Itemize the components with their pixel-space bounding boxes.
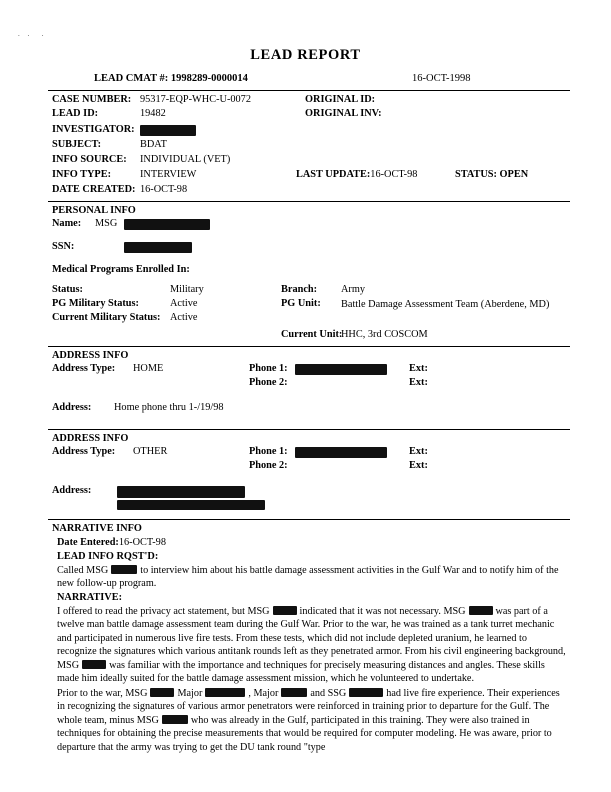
- medical-programs-label-text: Medical Programs Enrolled In:: [52, 264, 190, 275]
- current-unit-value: HHC, 3rd COSCOM: [341, 329, 428, 340]
- address-home-type-label-text: Address Type:: [52, 363, 116, 374]
- name-value: MSG: [95, 218, 118, 229]
- redaction-inline-4: [82, 660, 106, 669]
- case-number-value: 95317-EQP-WHC-U-0072: [140, 94, 251, 105]
- medical-programs-label: [52, 264, 190, 275]
- investigator-label: [52, 124, 135, 135]
- address-other-ext1-label-text: Ext:: [409, 446, 428, 457]
- pg-unit-label-text: PG Unit:: [281, 298, 321, 309]
- lead-info-paragraph: [57, 564, 569, 591]
- address-home-ext2-label-text: Ext:: [409, 377, 428, 388]
- address-home-type-label: [52, 363, 115, 374]
- info-type-label-text: INFO TYPE:: [52, 169, 112, 180]
- divider-personal-top: [48, 201, 570, 202]
- branch-value: Army: [341, 284, 366, 295]
- redaction-inline-3: [469, 606, 493, 615]
- subject-label: [52, 139, 101, 150]
- lead-id-label: [52, 108, 98, 119]
- date-created-label: [52, 184, 135, 195]
- address-home-type-value: HOME: [133, 363, 164, 374]
- lead-info-rqstd-label-text: LEAD INFO RQST'D:: [57, 551, 159, 562]
- status-military-label-text: Status:: [52, 284, 83, 295]
- lead-cmat-line: [94, 73, 248, 84]
- current-unit-label: [281, 329, 342, 340]
- scan-artifact-dots: . . .: [18, 30, 47, 38]
- lead-id-label-text: LEAD ID:: [52, 108, 99, 119]
- case-number-label: CASE NUMBER:: [52, 94, 132, 105]
- original-inv-label-text: ORIGINAL INV:: [305, 108, 382, 119]
- branch-label-text: Branch:: [281, 284, 318, 295]
- page-title: LEAD REPORT: [250, 47, 361, 63]
- redaction-inline-9: [162, 715, 188, 724]
- original-id-label-text: ORIGINAL ID:: [305, 94, 376, 105]
- address-other-ext2-label: [409, 460, 428, 471]
- info-source-value: INDIVIDUAL (VET): [140, 154, 231, 165]
- address-home-ext1-label-text: Ext:: [409, 363, 428, 374]
- lead-info-rqstd-label: [57, 551, 158, 562]
- address-home-address-label: [52, 402, 91, 413]
- ssn-label: [52, 241, 74, 252]
- date-entered-label: Date Entered:: [57, 537, 119, 548]
- address-other-address-label-text: Address:: [52, 485, 92, 496]
- current-military-status-label-text: Current Military Status:: [52, 312, 161, 323]
- divider-address-other-top: [48, 429, 570, 430]
- lead-id-value: 19482: [140, 108, 166, 119]
- pg-unit-label: [281, 298, 321, 309]
- current-military-status-label: [52, 312, 160, 323]
- address-other-address-label: [52, 485, 91, 496]
- redaction-inline-6: [205, 688, 245, 697]
- para2-text-a: Prior to the war, MSG: [57, 688, 148, 699]
- redaction-other-address-line2: [117, 500, 265, 510]
- subject-label-text: SUBJECT:: [52, 139, 102, 150]
- redaction-ssn: [124, 242, 192, 253]
- status-military-value: Military: [170, 284, 204, 295]
- narrative-label-text: NARRATIVE:: [57, 592, 123, 603]
- address-other-phone2-label-text: Phone 2:: [249, 460, 288, 471]
- last-update-value: 16-OCT-98: [370, 169, 418, 180]
- address-other-phone1-label-text: Phone 1:: [249, 446, 288, 457]
- address-home-address-value: Home phone thru 1-/19/98: [114, 402, 224, 413]
- info-source-label: [52, 154, 127, 165]
- name-label-text: Name:: [52, 218, 82, 229]
- date-entered-value: 16-OCT-98: [118, 537, 166, 548]
- redaction-name: [124, 219, 210, 230]
- lead-cmat-label: LEAD CMAT #:: [94, 73, 169, 84]
- pg-military-status-label: [52, 298, 139, 309]
- redaction-other-phone1: [295, 447, 387, 458]
- para1-text-d: was familiar with the importance and techniques for precisely measuring distances and angles. These skills made him ideally suited for the battle damage assessment mission, which he volunteered to undertake.: [57, 659, 545, 685]
- info-type-label: [52, 169, 111, 180]
- status-military-label: [52, 284, 83, 295]
- current-unit-label-text: Current Unit:: [281, 329, 343, 340]
- lead-cmat-value: 1998289-0000014: [170, 73, 248, 84]
- para2-text-d: and SSG: [310, 688, 347, 699]
- investigator-label-text: INVESTIGATOR:: [52, 124, 135, 135]
- current-military-status-value: Active: [170, 312, 198, 323]
- address-home-ext1-label: [409, 363, 428, 374]
- address-home-phone2-label-text: Phone 2:: [249, 377, 288, 388]
- lead-info-text-a: Called MSG: [57, 565, 109, 576]
- original-inv-label: [305, 108, 382, 119]
- para1-text-a: I offered to read the privacy act statement, but MSG: [57, 606, 270, 617]
- case-number-row: [52, 94, 131, 105]
- name-label: [52, 218, 81, 229]
- last-update-row: [296, 169, 417, 180]
- address-other-type-value: OTHER: [133, 446, 168, 457]
- narrative-label: [57, 592, 122, 603]
- redaction-inline-2: [273, 606, 297, 615]
- address-other-phone1-label: [249, 446, 288, 457]
- address-other-ext1-label: [409, 446, 428, 457]
- ssn-label-text: SSN:: [52, 241, 75, 252]
- address-other-ext2-label-text: Ext:: [409, 460, 428, 471]
- status-badge: OPEN: [499, 169, 529, 180]
- pg-military-status-value: Active: [170, 298, 198, 309]
- pg-unit-value: Battle Damage Assessment Team (Aberdene, MD): [341, 299, 550, 310]
- redaction-inline-7: [281, 688, 307, 697]
- subject-value: BDAT: [140, 139, 167, 150]
- address-other-type-label-text: Address Type:: [52, 446, 116, 457]
- status-row: [455, 169, 528, 180]
- para2-text-f: who was already in the Gulf, participated in this training. They were also trained in techniques for obtaining the precise measurements that would be required for computer modeling. He was aware, prior to departure that the army was trying to get the DU tank round "type: [57, 714, 552, 753]
- branch-label: [281, 284, 317, 295]
- para1-text-b: indicated that it was not necessary. MSG: [299, 606, 466, 617]
- address-home-heading: ADDRESS INFO: [52, 350, 129, 361]
- lead-info-text-b: to interview him about his battle damage assessment activities in the Gulf War and to notify him of the new follow-up program.: [57, 565, 559, 590]
- narrative-info-heading: NARRATIVE INFO: [52, 523, 142, 534]
- date-created-label-text: DATE CREATED:: [52, 184, 136, 195]
- info-type-value: INTERVIEW: [140, 169, 197, 180]
- redaction-other-address-line1: [117, 486, 245, 498]
- narrative-paragraph-2: [57, 687, 569, 754]
- divider-case-top: [48, 90, 570, 91]
- personal-info-heading: PERSONAL INFO: [52, 205, 136, 216]
- original-id-label: [305, 94, 375, 105]
- pg-military-status-label-text: PG Military Status:: [52, 298, 139, 309]
- divider-narrative-top: [48, 519, 570, 520]
- report-date: 16-OCT-1998: [412, 73, 471, 84]
- para2-text-e: had live fire experience. Their experiences in recognizing the signatures of various armor penetrators were reinforced in training prior to departure for the Gulf. The whole team, minus MSG: [57, 688, 560, 726]
- redaction-home-phone1: [295, 364, 387, 375]
- address-other-type-label: [52, 446, 115, 457]
- address-home-phone1-label: [249, 363, 288, 374]
- divider-address-home-top: [48, 346, 570, 347]
- redaction-inline-5: [150, 688, 174, 697]
- para1-text-c: was part of a twelve man battle damage assessment team during the Gulf War. Prior to the war, he was trained as a tank turret mechanic and participated in numerous live fire tests. From these tests, which did not include depleted uranium, he learned to recognize the signatures which various antitank rounds left as they penetrated armor. From his civil engineering background, MSG: [57, 606, 566, 671]
- address-home-phone2-label: [249, 377, 288, 388]
- redaction-investigator: [140, 125, 196, 136]
- address-home-address-label-text: Address:: [52, 402, 92, 413]
- date-created-value: 16-OCT-98: [140, 184, 188, 195]
- para2-text-b: Major: [177, 688, 203, 699]
- redaction-inline-1: [111, 565, 137, 574]
- last-update-label: LAST UPDATE:: [296, 169, 371, 180]
- date-entered-row: [57, 537, 166, 548]
- narrative-paragraph-1: [57, 605, 569, 685]
- redaction-inline-8: [349, 688, 383, 697]
- address-other-heading: ADDRESS INFO: [52, 433, 129, 444]
- para2-text-c: , Major: [248, 688, 279, 699]
- address-other-phone2-label: [249, 460, 288, 471]
- address-home-phone1-label-text: Phone 1:: [249, 363, 288, 374]
- status-label: STATUS:: [455, 169, 497, 180]
- address-home-ext2-label: [409, 377, 428, 388]
- info-source-label-text: INFO SOURCE:: [52, 154, 127, 165]
